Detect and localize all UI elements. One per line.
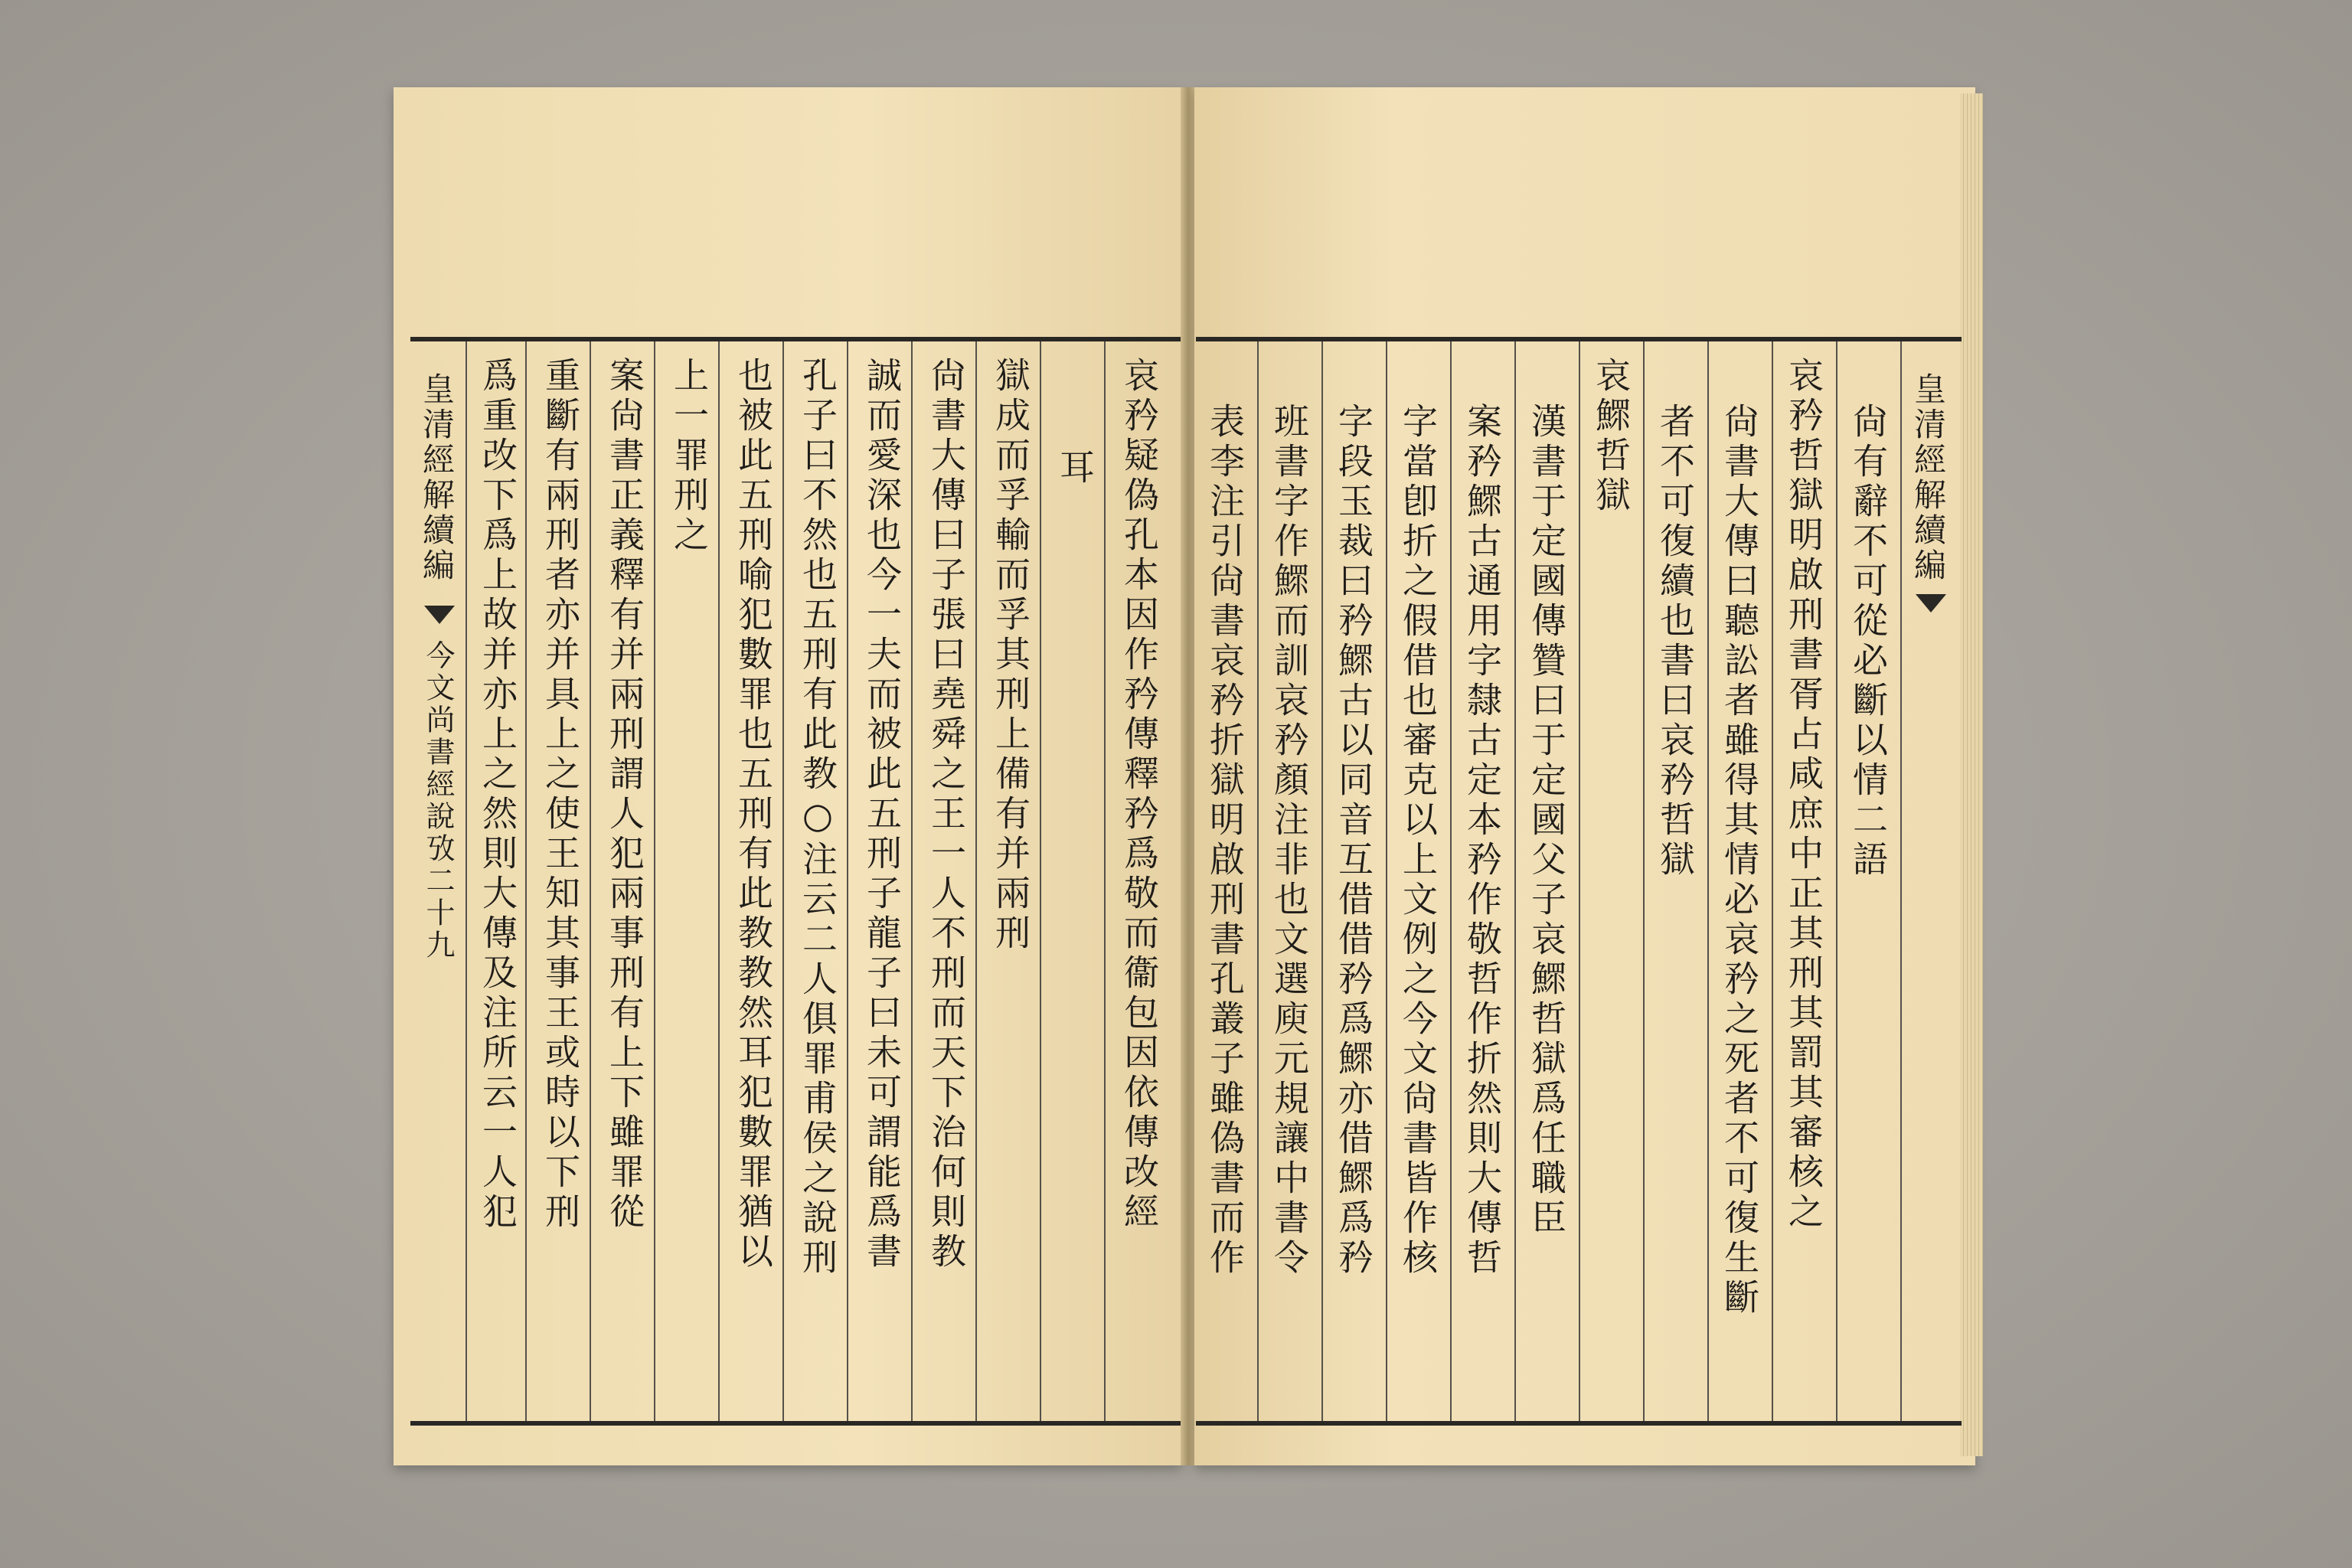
right-col-5: 哀鰥哲獄: [1590, 357, 1632, 516]
left-text-frame: [410, 337, 1181, 1426]
column-rule: [1643, 341, 1645, 1421]
left-colophon-chapter: 今文尚書經說攷二十九: [421, 640, 455, 962]
right-col-6: 漢書于定國傳贊曰于定國父子哀鰥哲獄爲任職臣: [1526, 403, 1567, 1239]
page-edge-stack: [1960, 93, 1983, 1456]
column-rule: [590, 341, 591, 1421]
column-rule: [654, 341, 655, 1421]
fishtail-mark-icon: [424, 606, 455, 624]
column-rule: [718, 341, 720, 1421]
right-col-1: 尙有辭不可從必斷以情二語: [1847, 403, 1889, 880]
left-col-8: 上一罪刑之: [668, 357, 710, 556]
column-rule: [1386, 341, 1387, 1421]
right-col-8: 字當卽折之假借也審克以上文例之今文尙書皆作核: [1397, 403, 1439, 1279]
left-col-9: 案尙書正義釋有并兩刑謂人犯兩事刑有上下雖罪從: [604, 357, 645, 1233]
column-rule: [1579, 341, 1580, 1421]
column-rule: [466, 341, 467, 1421]
left-col-4: 尙書大傳曰子張曰堯舜之王一人不刑而天下治何則教: [926, 357, 967, 1272]
left-col-7: 也被此五刑喻犯數罪也五刑有此教教然耳犯數罪猶以: [733, 357, 774, 1272]
left-col-11: 爲重改下爲上故并亦上之然則大傳及注所云一人犯: [477, 357, 518, 1233]
column-rule: [1257, 341, 1259, 1421]
left-col-6: 孔子曰不然也五刑有此教○注云二人俱罪甫侯之說刑: [797, 357, 838, 1279]
column-rule: [847, 341, 848, 1421]
right-col-3: 尙書大傳曰聽訟者雖得其情必哀矜之死者不可復生斷: [1719, 403, 1760, 1318]
right-col-2: 哀矜哲獄明啟刑書胥占咸庶中正其刑其罰其審核之: [1783, 357, 1824, 1233]
column-rule: [1707, 341, 1709, 1421]
left-col-10: 重斷有兩刑者亦并具上之使王知其事王或時以下刑: [540, 357, 581, 1233]
open-book: [383, 77, 1983, 1485]
column-rule: [1040, 341, 1041, 1421]
right-colophon-title: 皇清經解續編: [1909, 372, 1947, 583]
column-rule: [1836, 341, 1838, 1421]
column-rule: [1514, 341, 1516, 1421]
left-col-5: 誠而愛深也今一夫而被此五刑子龍子曰未可謂能爲書: [861, 357, 903, 1272]
left-col-3: 獄成而孚輸而孚其刑上備有并兩刑: [990, 357, 1031, 954]
book-gutter: [1181, 87, 1196, 1465]
column-rule: [525, 341, 527, 1421]
column-rule: [1321, 341, 1323, 1421]
column-rule: [1900, 341, 1902, 1421]
left-colophon-title: 皇清經解續編: [418, 372, 456, 583]
column-rule: [975, 341, 977, 1421]
right-col-9: 字段玉裁曰矜鰥古以同音互借借矜爲鰥亦借鰥爲矜: [1333, 403, 1374, 1279]
right-col-11: 表李注引尙書哀矜折獄明啟刑書孔叢子雖偽書而作: [1204, 403, 1246, 1279]
right-text-frame: [1196, 337, 1962, 1426]
column-rule: [1772, 341, 1773, 1421]
right-col-7: 案矜鰥古通用字隸古定本矜作敬哲作折然則大傳哲: [1462, 403, 1503, 1279]
right-col-4: 者不可復續也書曰哀矜哲獄: [1655, 403, 1696, 880]
right-col-10: 班書字作鰥而訓哀矜顏注非也文選庾元規讓中書令: [1269, 403, 1310, 1279]
fishtail-mark-icon: [1916, 594, 1946, 612]
left-col-1: 哀矜疑偽孔本因作矜傳釋矜爲敬而衞包因依傳改經: [1119, 357, 1160, 1233]
column-rule: [911, 341, 913, 1421]
column-rule: [1450, 341, 1452, 1421]
left-col-2: 耳: [1054, 449, 1096, 488]
column-rule: [782, 341, 784, 1421]
column-rule: [1104, 341, 1106, 1421]
